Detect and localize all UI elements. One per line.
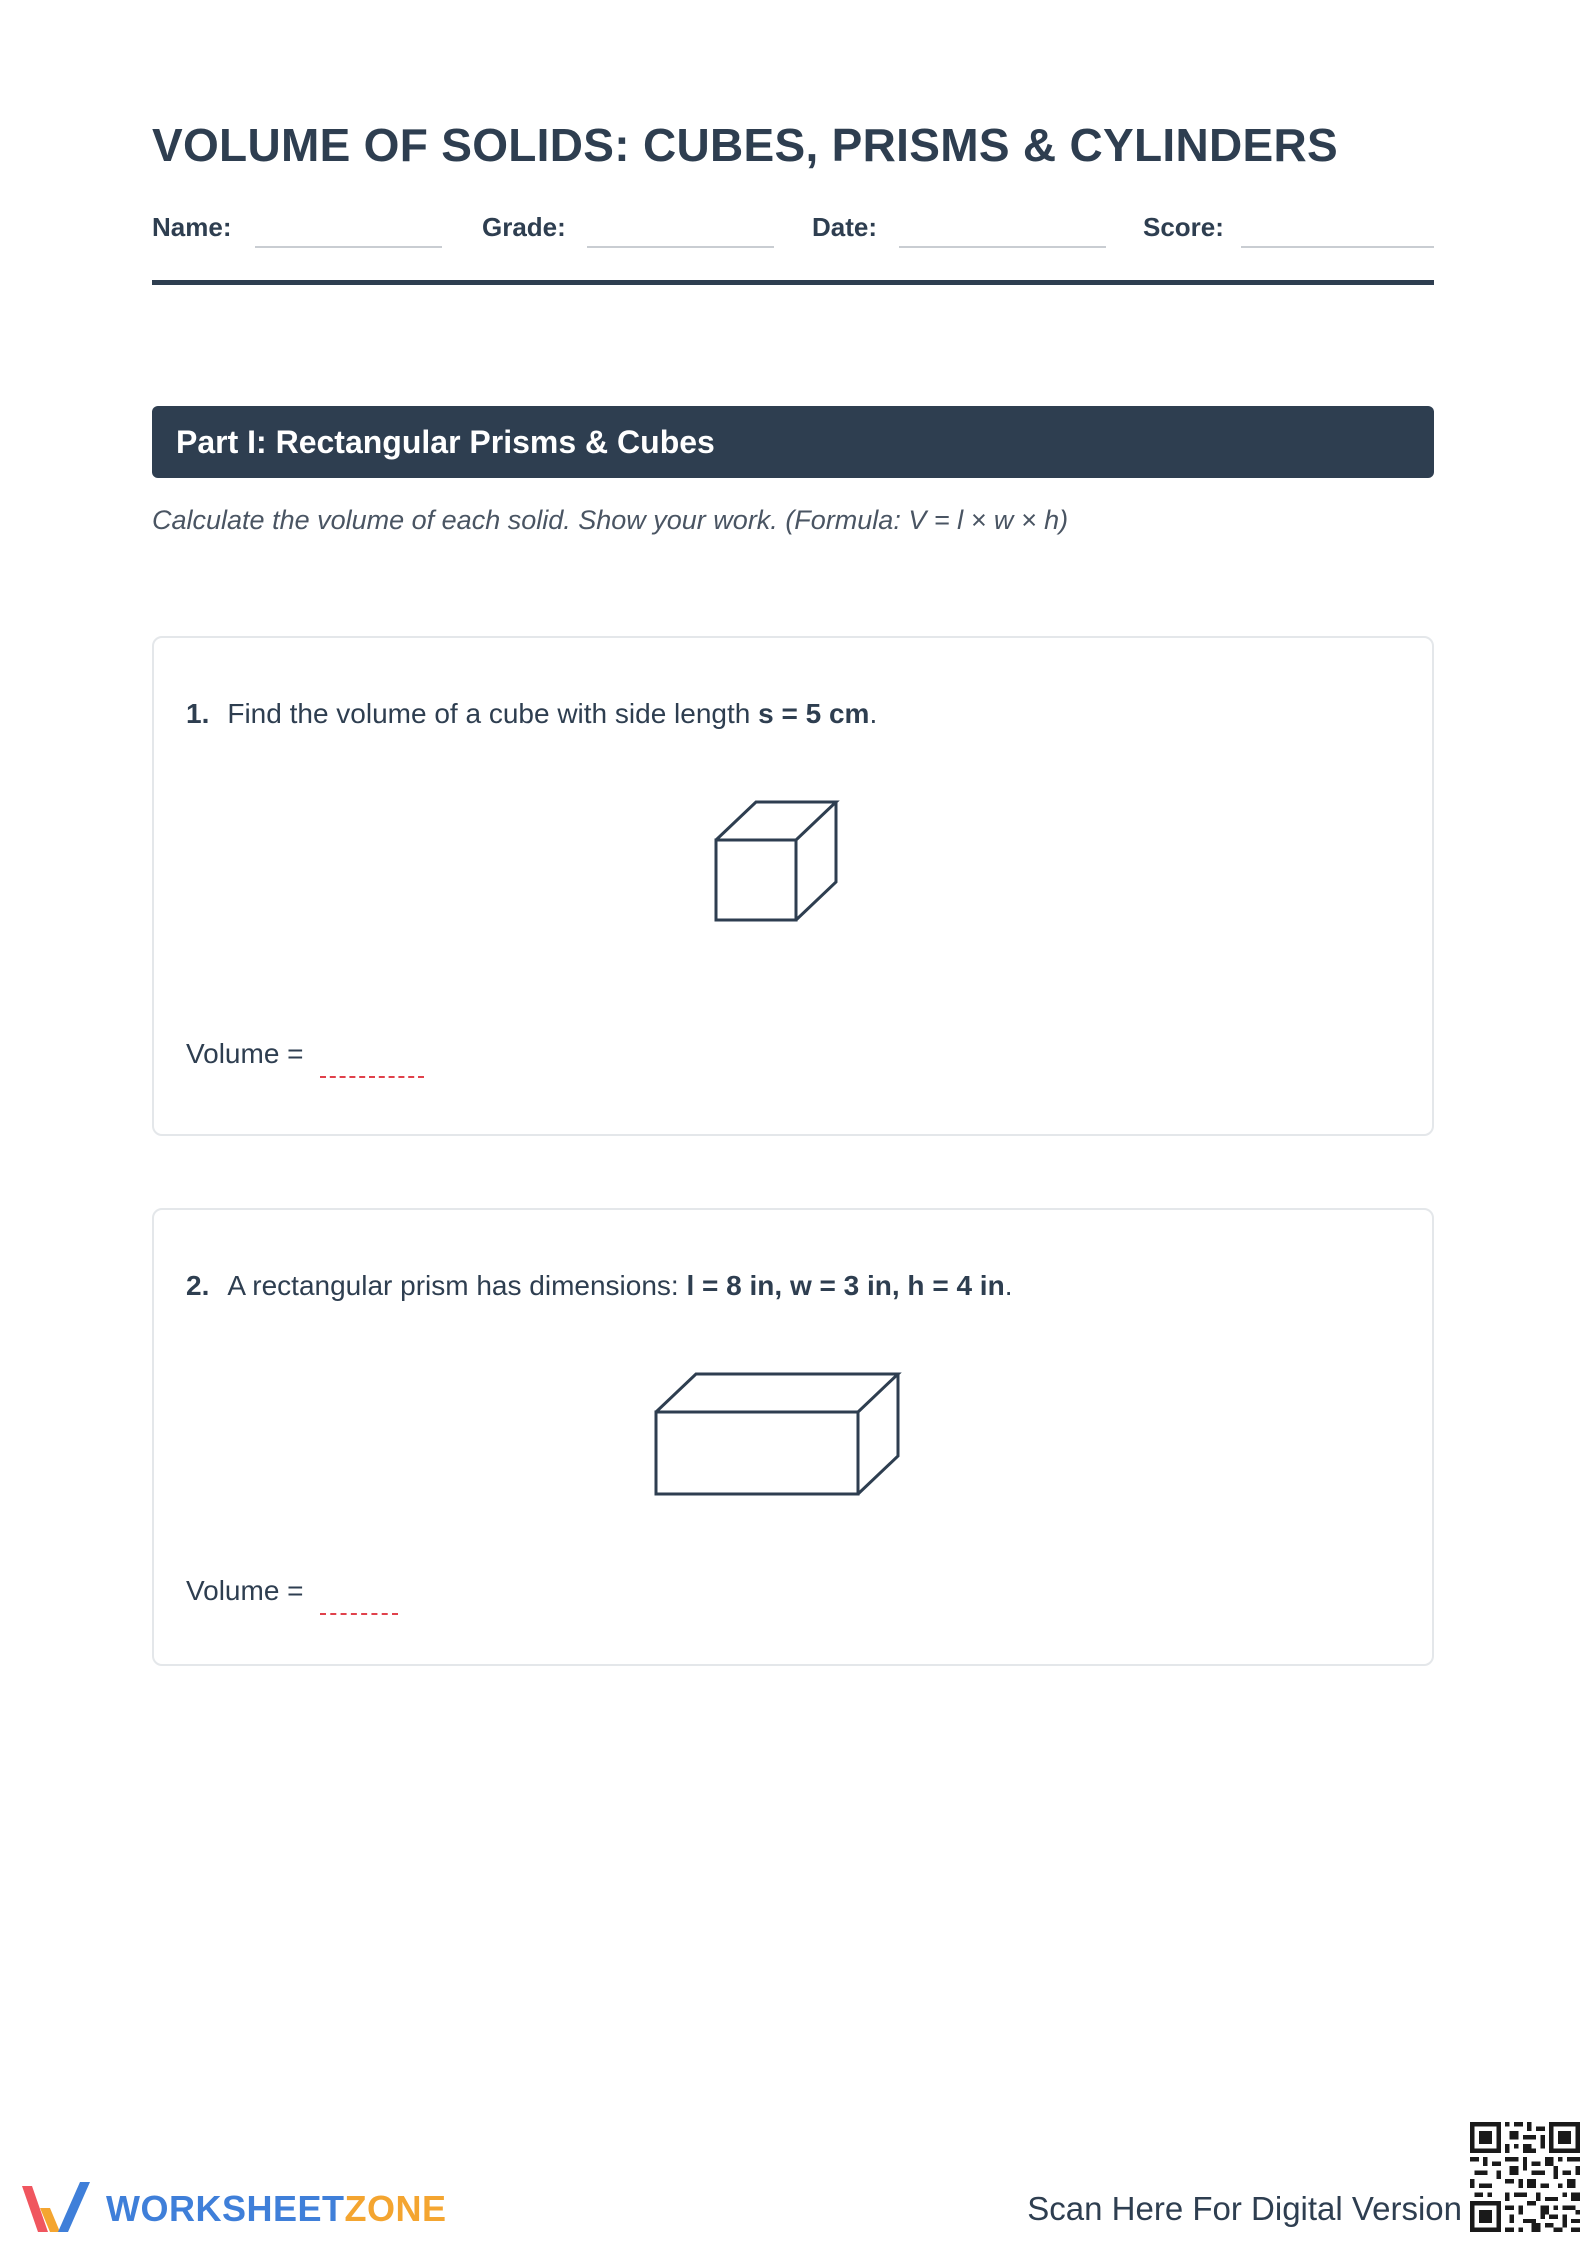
score-field[interactable] — [1241, 246, 1434, 248]
question-number: 1. — [186, 698, 210, 729]
question-1-text — [186, 698, 877, 730]
answer-blank[interactable] — [320, 1613, 398, 1615]
question-period: . — [869, 698, 878, 729]
question-number: 2. — [186, 1270, 210, 1301]
question-period: . — [1004, 1270, 1013, 1301]
answer-label: Volume = — [186, 1038, 304, 1069]
question-card-1 — [152, 636, 1434, 1136]
answer-blank[interactable] — [320, 1076, 424, 1078]
grade-label: Grade: — [482, 212, 566, 242]
question-values: s = 5 cm — [758, 698, 870, 729]
brand-name — [106, 2188, 447, 2230]
page-title: VOLUME OF SOLIDS: CUBES, PRISMS & CYLINDERS — [152, 119, 1338, 171]
question-card-2 — [152, 1208, 1434, 1666]
answer-label: Volume = — [186, 1575, 304, 1606]
worksheetzone-logo — [18, 2178, 447, 2238]
question-text: A rectangular prism has dimensions: — [227, 1270, 687, 1301]
date-label: Date: — [812, 212, 878, 242]
brand-zone: ZONE — [344, 2188, 447, 2229]
student-info-row — [152, 208, 1434, 248]
instructions-text: Calculate the volume of each solid. Show your work. (Formula: V = l × w × h) — [152, 505, 1069, 535]
rectangular-prism-icon — [650, 1370, 920, 1510]
qr-code-icon[interactable] — [1470, 2122, 1580, 2232]
header-divider — [152, 280, 1434, 285]
logo-icon — [18, 2178, 98, 2238]
name-label: Name: — [152, 212, 232, 242]
name-field[interactable] — [255, 246, 442, 248]
brand-worksheet: WORKSHEET — [106, 2188, 345, 2229]
question-text: Find the volume of a cube with side length — [227, 698, 759, 729]
scan-caption: Scan Here For Digital Version — [1027, 2190, 1462, 2227]
score-label: Score: — [1143, 212, 1224, 242]
question-2-text — [186, 1270, 1012, 1302]
date-field[interactable] — [899, 246, 1106, 248]
grade-field[interactable] — [587, 246, 774, 248]
cube-icon — [710, 798, 850, 938]
section-heading-part1: Part I: Rectangular Prisms & Cubes — [152, 406, 1434, 478]
question-values: l = 8 in, w = 3 in, h = 4 in — [686, 1270, 1005, 1301]
